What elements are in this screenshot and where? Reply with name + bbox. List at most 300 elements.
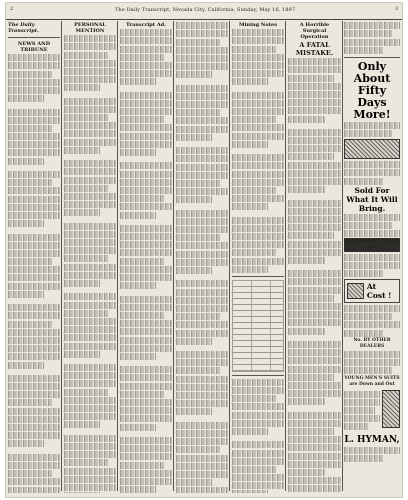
text-line (288, 477, 341, 484)
text-line (64, 193, 116, 200)
text-line (8, 220, 44, 227)
text-line (176, 471, 228, 478)
text-line (120, 345, 172, 352)
text-line (64, 421, 100, 428)
column-2 (64, 21, 116, 493)
text-line (8, 54, 60, 61)
ad-by-other-dealers: No. BY OTHER DEALERS (353, 337, 391, 349)
text-line (344, 399, 380, 406)
text-line (64, 351, 100, 358)
text-line (8, 95, 44, 102)
text-line (8, 149, 60, 156)
text-line (176, 487, 228, 493)
ad-wagon-illustration (347, 283, 364, 299)
text-line (232, 450, 284, 457)
text-line (176, 297, 228, 304)
text-line (176, 305, 228, 312)
text-line (232, 179, 284, 186)
text-line (120, 312, 165, 319)
masthead-title-line: The Daily Transcript, Nevada City, California, Sunday, May 16, 1897. (115, 7, 297, 13)
text-line (232, 133, 284, 140)
text-line (288, 357, 341, 364)
text-line (120, 133, 172, 140)
text-line (64, 413, 116, 420)
column-1 (8, 21, 60, 493)
text-line (176, 400, 228, 407)
column-6-heading: A Horrible Surgical Operation (299, 22, 330, 40)
text-line (64, 435, 116, 442)
text-line (344, 230, 400, 237)
text-line (120, 179, 172, 186)
text-line (288, 469, 325, 476)
text-line (8, 158, 44, 165)
text-line (176, 218, 228, 225)
text-line (8, 250, 60, 257)
text-line (176, 438, 228, 445)
text-line (120, 399, 172, 406)
text-line (344, 122, 400, 129)
text-line (64, 389, 109, 396)
text-line (176, 117, 228, 124)
text-line (232, 108, 284, 115)
text-line (288, 137, 341, 144)
text-line (64, 272, 116, 279)
text-line (232, 412, 284, 419)
text-line (8, 487, 60, 494)
text-line (344, 321, 400, 328)
text-line (288, 366, 341, 373)
text-line (232, 441, 284, 448)
text-line (288, 200, 341, 207)
text-line (120, 391, 165, 398)
column-1-heading: NEWS AND TRIBUNE (17, 41, 51, 53)
text-line (176, 63, 228, 70)
text-line (288, 390, 341, 397)
ad-at-cost-box (344, 279, 400, 303)
text-line (64, 459, 109, 466)
text-line (120, 141, 172, 148)
text-line (64, 334, 116, 341)
text-line (232, 70, 284, 77)
text-line (344, 305, 400, 312)
text-line (288, 398, 325, 405)
text-line (64, 293, 116, 300)
text-line (344, 313, 392, 320)
text-line (176, 330, 228, 337)
text-line (176, 338, 212, 345)
text-line (288, 420, 341, 427)
text-line (8, 266, 60, 273)
text-line (64, 492, 100, 493)
ad-footer-name: L. HYMAN, (344, 434, 400, 445)
text-line (8, 79, 60, 86)
text-line (176, 164, 228, 171)
column-6 (288, 21, 341, 493)
ad-sheriff-after-me: THE SHERIFF AFTER ME. (344, 239, 400, 251)
column-5-heading: Mining Notes (238, 22, 278, 28)
text-line (120, 187, 172, 194)
text-line (176, 408, 212, 415)
text-line (176, 446, 221, 453)
text-line (232, 241, 284, 248)
text-line (176, 267, 212, 274)
column-rule (342, 21, 343, 491)
text-line (232, 249, 277, 256)
text-line (288, 241, 341, 248)
text-line (232, 100, 284, 107)
horizontal-rule (232, 276, 284, 277)
text-line (64, 484, 116, 491)
text-line (120, 162, 172, 169)
text-line (120, 233, 172, 240)
text-line (64, 239, 116, 246)
column-rule (61, 21, 62, 491)
text-line (232, 420, 284, 427)
column-7-ads (344, 21, 400, 493)
text-line (288, 145, 341, 152)
text-line (176, 376, 228, 383)
text-line (288, 287, 341, 294)
text-line (8, 171, 60, 178)
text-line (8, 274, 60, 281)
text-line (232, 233, 284, 240)
text-line (232, 92, 284, 99)
text-line (8, 141, 60, 148)
text-line (8, 283, 60, 290)
text-line (120, 225, 172, 232)
text-line (8, 321, 53, 328)
text-line (176, 30, 228, 37)
text-line (64, 160, 116, 167)
text-line (64, 280, 100, 287)
text-line (288, 270, 341, 277)
text-line (176, 289, 228, 296)
text-line (120, 437, 172, 444)
text-line (232, 266, 268, 273)
text-line (120, 124, 172, 131)
text-line (176, 251, 228, 258)
text-line (64, 451, 116, 458)
text-line (8, 478, 60, 485)
text-line (8, 462, 60, 469)
text-line (176, 226, 228, 233)
column-5 (232, 21, 284, 493)
text-line (344, 262, 400, 269)
text-line (8, 454, 60, 461)
text-line (120, 337, 172, 344)
text-line (288, 75, 334, 82)
ad-illustration (344, 139, 400, 159)
text-line (288, 178, 341, 185)
text-line (64, 326, 116, 333)
text-line (64, 364, 116, 371)
column-rule (285, 21, 286, 491)
text-line (288, 208, 341, 215)
text-line (344, 30, 392, 37)
text-line (344, 169, 400, 176)
text-line (120, 470, 172, 477)
text-line (232, 379, 284, 386)
text-line (120, 108, 172, 115)
newspaper-page (6, 3, 402, 497)
text-line (176, 210, 228, 217)
text-line (8, 329, 60, 336)
text-line (8, 258, 53, 265)
text-line (120, 37, 172, 44)
text-line (344, 447, 400, 454)
text-line (176, 172, 228, 179)
text-line (232, 29, 284, 36)
ad-figures-illustration (382, 390, 400, 428)
horizontal-rule (232, 375, 284, 376)
text-line (120, 62, 172, 69)
text-line (288, 453, 341, 460)
column-4 (176, 21, 228, 493)
text-line (120, 249, 172, 256)
ad-young-mens-suits: YOUNG MEN'S SUITS are Down and Out (344, 375, 400, 387)
text-line (232, 37, 284, 44)
text-line (8, 109, 60, 116)
text-line (120, 304, 172, 311)
text-line (344, 391, 380, 398)
text-line (8, 416, 60, 423)
text-line (176, 134, 212, 141)
text-line (288, 436, 341, 443)
text-line (288, 99, 341, 106)
text-line (232, 141, 268, 148)
text-line (232, 62, 284, 69)
text-line (344, 407, 375, 414)
column-rule (173, 21, 174, 491)
text-line (8, 187, 60, 194)
column-rule (229, 21, 230, 491)
text-line (120, 415, 172, 422)
text-line (232, 395, 277, 402)
text-line (288, 66, 341, 73)
text-line (232, 171, 284, 178)
text-line (120, 195, 165, 202)
text-line (344, 270, 383, 277)
text-line (120, 46, 172, 53)
text-line (232, 217, 284, 224)
text-line (288, 295, 334, 302)
text-line (232, 203, 268, 210)
text-line (120, 353, 156, 360)
text-line (8, 312, 60, 319)
text-line (64, 43, 116, 50)
text-line (232, 258, 284, 265)
text-line (64, 106, 116, 113)
masthead (6, 3, 402, 20)
text-line (232, 225, 284, 232)
text-line (64, 139, 116, 146)
text-line (120, 70, 172, 77)
text-line (8, 179, 53, 186)
text-line (8, 133, 60, 140)
text-line (120, 258, 165, 265)
text-line (64, 201, 116, 208)
horizontal-rule (344, 57, 400, 58)
text-line (176, 180, 221, 187)
text-line (64, 343, 116, 350)
text-line (8, 304, 60, 311)
text-line (64, 443, 116, 450)
text-line (288, 216, 341, 223)
text-line (288, 412, 341, 419)
text-line (8, 470, 53, 477)
text-line (344, 254, 400, 261)
text-line (8, 375, 60, 382)
text-line (64, 122, 116, 129)
text-line (344, 359, 400, 366)
text-line (288, 107, 341, 114)
text-line (344, 423, 369, 430)
text-line (64, 177, 116, 184)
text-line (288, 257, 325, 264)
text-line (120, 116, 165, 123)
text-line (176, 367, 221, 374)
text-line (176, 479, 212, 486)
text-line (232, 482, 284, 489)
text-line (176, 155, 228, 162)
text-line (288, 485, 341, 492)
text-line (176, 39, 221, 46)
text-line (176, 321, 228, 328)
text-line (8, 242, 60, 249)
text-line (176, 55, 228, 62)
text-line (288, 83, 341, 90)
text-line (176, 422, 228, 429)
column-6-subheading: A FATAL MISTAKE. (295, 41, 334, 57)
text-line (232, 116, 277, 123)
text-line (176, 196, 212, 203)
text-line (64, 35, 116, 42)
text-line (288, 319, 341, 326)
text-line (120, 424, 156, 431)
text-line (64, 76, 116, 83)
text-line (344, 222, 392, 229)
text-line (176, 351, 228, 358)
text-line (176, 101, 228, 108)
text-line (8, 196, 60, 203)
text-line (344, 178, 383, 185)
text-line (64, 209, 100, 216)
text-line (232, 124, 284, 131)
text-line (176, 22, 228, 29)
text-line (8, 234, 60, 241)
text-line (344, 455, 383, 462)
text-line (232, 187, 277, 194)
text-line (64, 247, 116, 254)
text-line (176, 47, 228, 54)
column-3-heading: Transcript Ad. (126, 22, 166, 28)
text-line (232, 54, 284, 61)
text-line (64, 147, 100, 154)
text-line (232, 162, 284, 169)
text-line (344, 161, 400, 168)
text-line (120, 486, 156, 493)
text-line (64, 264, 116, 271)
column-2-heading: PERSONAL MENTION (74, 22, 106, 34)
text-line (344, 351, 400, 358)
text-line (288, 328, 325, 335)
horizontal-rule (8, 37, 60, 38)
text-line (120, 54, 165, 61)
text-line (64, 405, 116, 412)
ad-at-cost: At Cost ! (366, 282, 392, 300)
text-line (232, 78, 268, 85)
text-line (288, 249, 341, 256)
text-line (176, 147, 228, 154)
text-line (8, 117, 60, 124)
text-line (64, 130, 116, 137)
text-line (232, 458, 284, 465)
text-line (232, 46, 277, 53)
text-line (64, 255, 109, 262)
text-line (288, 186, 325, 193)
text-line (64, 223, 116, 230)
text-line (64, 60, 116, 67)
paper-name: The Daily Transcript. (8, 22, 39, 34)
text-line (176, 126, 228, 133)
text-line (232, 387, 284, 394)
text-line (8, 353, 60, 360)
text-line (344, 130, 392, 137)
text-line (288, 428, 334, 435)
text-line (8, 432, 60, 439)
page-number-left: 2 (10, 6, 14, 12)
text-line (344, 214, 400, 221)
text-line (8, 424, 60, 431)
text-line (120, 328, 172, 335)
text-line (288, 162, 341, 169)
text-line (288, 278, 341, 285)
text-line (120, 100, 172, 107)
text-line (176, 313, 221, 320)
text-line (232, 403, 284, 410)
text-line (8, 291, 44, 298)
text-line (288, 224, 341, 231)
ad-only-about-fifty-days: Only About Fifty Days More! (353, 59, 391, 121)
text-line (176, 384, 228, 391)
text-line (120, 296, 172, 303)
text-line (232, 490, 268, 493)
text-line (288, 303, 341, 310)
text-line (176, 85, 228, 92)
text-line (176, 93, 228, 100)
text-line (344, 22, 400, 29)
text-line (288, 116, 325, 123)
text-line (176, 242, 228, 249)
text-line (64, 302, 116, 309)
text-line (120, 374, 172, 381)
text-line (232, 466, 277, 473)
text-line (8, 383, 60, 390)
text-line (176, 359, 228, 366)
text-line (8, 337, 60, 344)
page-number-right: 3 (394, 6, 398, 12)
column-rule (117, 21, 118, 491)
text-line (64, 318, 116, 325)
text-line (120, 241, 172, 248)
text-line (288, 461, 341, 468)
text-line (64, 114, 109, 121)
text-line (120, 320, 172, 327)
text-line (176, 71, 212, 78)
text-line (288, 374, 334, 381)
text-line (344, 367, 392, 374)
text-line (120, 282, 156, 289)
